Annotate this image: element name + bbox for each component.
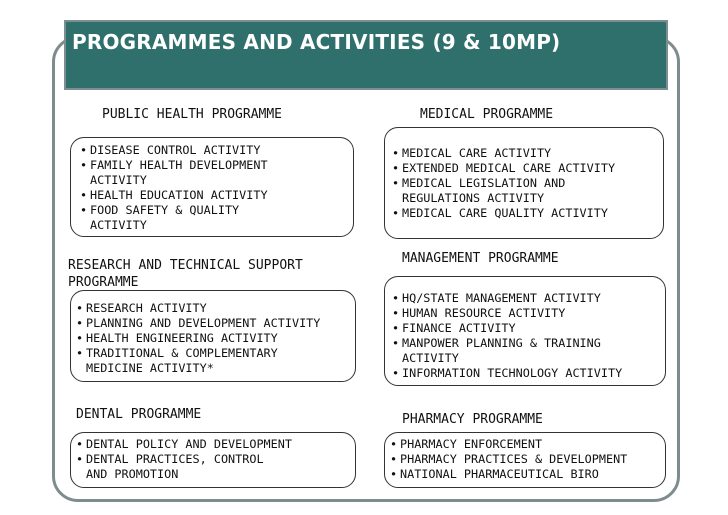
list-item: • NATIONAL PHARMACEUTICAL BIRO <box>390 467 627 482</box>
list-item: • TRADITIONAL & COMPLEMENTARY <box>76 346 320 361</box>
research-heading <box>68 257 303 291</box>
list-item-continued: ACTIVITY <box>402 351 459 365</box>
list-item: • DISEASE CONTROL ACTIVITY <box>80 143 268 158</box>
list-item: • HUMAN RESOURCE ACTIVITY <box>392 306 622 321</box>
list-item: • FAMILY HEALTH DEVELOPMENT <box>80 158 268 173</box>
list-item: • DENTAL PRACTICES, CONTROL <box>76 452 292 467</box>
management-heading: MANAGEMENT PROGRAMME <box>402 251 559 266</box>
list-item: • MEDICAL LEGISLATION AND <box>392 176 615 191</box>
medical-heading: MEDICAL PROGRAMME <box>420 107 554 122</box>
research-heading-line2: PROGRAMME <box>68 275 139 290</box>
list-item-continued: ACTIVITY <box>90 218 147 232</box>
dental-heading: DENTAL PROGRAMME <box>76 407 202 422</box>
pharmacy-list <box>390 437 627 482</box>
page-title: PROGRAMMES AND ACTIVITIES (9 & 10MP) <box>72 30 561 54</box>
list-item-continued: MEDICINE ACTIVITY* <box>86 361 214 375</box>
public-health-heading: PUBLIC HEALTH PROGRAMME <box>102 107 283 122</box>
medical-list <box>392 146 615 221</box>
list-item: • MANPOWER PLANNING & TRAINING <box>392 336 622 351</box>
list-item: • HEALTH ENGINEERING ACTIVITY <box>76 331 320 346</box>
public-health-list <box>80 143 268 233</box>
list-item: • FINANCE ACTIVITY <box>392 321 622 336</box>
list-item: • RESEARCH ACTIVITY <box>76 301 320 316</box>
list-item: • EXTENDED MEDICAL CARE ACTIVITY <box>392 161 615 176</box>
list-item: • INFORMATION TECHNOLOGY ACTIVITY <box>392 366 622 381</box>
list-item: • HEALTH EDUCATION ACTIVITY <box>80 188 268 203</box>
list-item-continued: AND PROMOTION <box>86 467 179 481</box>
list-item-continued: ACTIVITY <box>90 173 147 187</box>
dental-list <box>76 437 292 482</box>
management-list <box>392 291 622 381</box>
list-item: • DENTAL POLICY AND DEVELOPMENT <box>76 437 292 452</box>
list-item: • PHARMACY PRACTICES & DEVELOPMENT <box>390 452 627 467</box>
research-heading-line1: RESEARCH AND TECHNICAL SUPPORT <box>68 258 303 273</box>
research-list <box>76 301 320 376</box>
list-item-continued: REGULATIONS ACTIVITY <box>402 191 545 205</box>
list-item: • HQ/STATE MANAGEMENT ACTIVITY <box>392 291 622 306</box>
list-item: • MEDICAL CARE QUALITY ACTIVITY <box>392 206 615 221</box>
list-item: • PHARMACY ENFORCEMENT <box>390 437 627 452</box>
list-item: • MEDICAL CARE ACTIVITY <box>392 146 615 161</box>
pharmacy-heading: PHARMACY PROGRAMME <box>402 412 543 427</box>
list-item: • PLANNING AND DEVELOPMENT ACTIVITY <box>76 316 320 331</box>
list-item: • FOOD SAFETY & QUALITY <box>80 203 268 218</box>
